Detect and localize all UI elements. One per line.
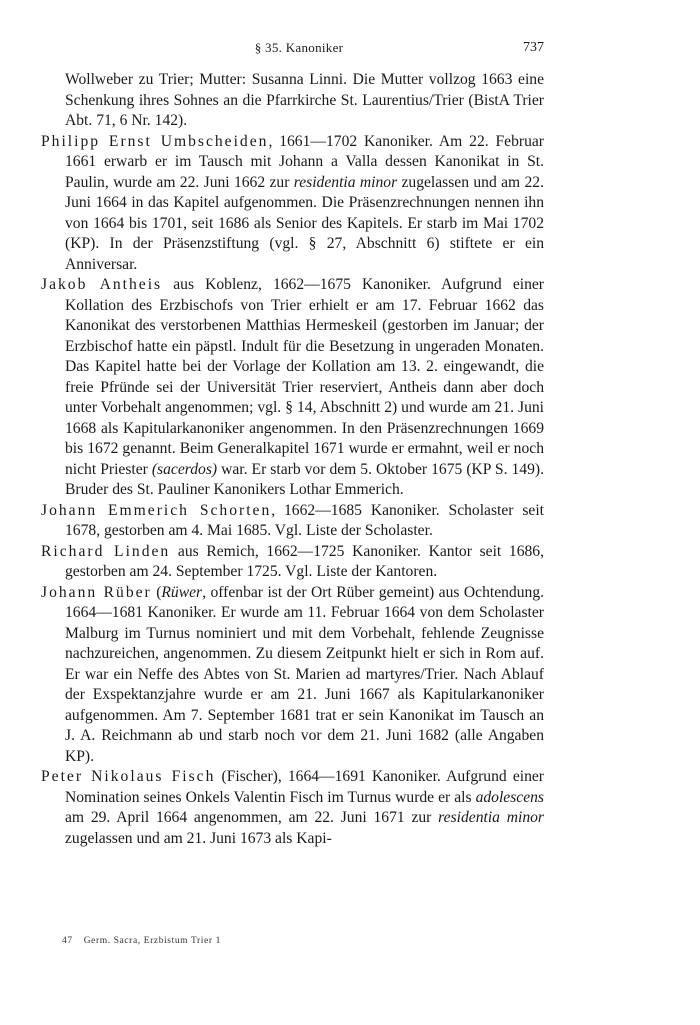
- text-body: [22, 70, 544, 849]
- entry-text: Wollweber zu Trier; Mutter: Susanna Linni. Die Mutter vollzog 1663 eine Schenkung ihres Sohnes an die Pfarrkirche St. Laurentius/Trier (BistA Trier Abt. 71, 6 Nr. 142).: [65, 71, 544, 129]
- entry-text: (Fischer), 1664—1691 Kanoniker. Aufgrund einer Nomination seines Onkels Valentin Fisch im Turnus wurde er als: [65, 768, 544, 806]
- entry-text: zugelassen und am 21. Juni 1673 als Kapi-: [65, 829, 332, 847]
- entry-rueber: [22, 583, 544, 768]
- entry-text: , 1661—1702 Kanoniker. Am 22. Februar 1661 erwarb er im Tausch mit Johann a Valla dessen Kanonikat in St. Paulin, wurde am 22. Juni 1662 zur: [65, 132, 544, 191]
- entry-name: Johann Rüber: [41, 583, 152, 601]
- entry-italic: (sacerdos): [151, 460, 218, 478]
- entry-linden: [22, 542, 544, 583]
- entry-name: Jakob Antheis: [41, 276, 163, 293]
- entry-name: Johann Emmerich Schorten: [41, 501, 272, 519]
- entry-text: am 29. April 1664 angenommen, am 22. Juni 1671 zur: [65, 809, 439, 826]
- entry-text: zugelassen und am 22. Juni 1664 in das Kapitel aufgenommen. Die Präsenzrechnungen nennen ihn von 1664 bis 1701, seit 1686 als Senior des Kapitels. Er starb im Mai 1702 (KP). In der Präsenzstiftung (vgl. § 27, Abschnitt 6) stiftete er ein Anniversar.: [65, 173, 544, 273]
- entry-continuation: [22, 70, 544, 132]
- entry-umbscheiden: [22, 132, 544, 276]
- page-number: 737: [523, 40, 544, 55]
- section-title: § 35. Kanoniker: [254, 40, 344, 55]
- entry-text: , 1662—1685 Kanoniker. Scholaster seit 1678, gestorben am 4. Mai 1685. Vgl. Liste der Scholaster.: [65, 501, 544, 539]
- entry-name: Richard Linden: [41, 542, 171, 560]
- entry-text: , offenbar ist der Ort Rüber gemeint) aus Ochtendung. 1664—1681 Kanoniker. Er wurde am 11. Februar 1664 von dem Scholaster Malburg im Turnus nominiert und mit dem Vorbehalt, fehlende Zeugnisse nachzureichen, angenommen. Zu diesem Zeitpunkt hielt er sich in Rom auf. Er war ein Neffe des Abtes von St. Marien ad martyres/Trier. Nach Ablauf der Exspektanzjahre wurde er am 21. Juni 1667 als Kapitularkanoniker aufgenommen. Am 7. September 1681 trat er sein Kanonikat im Tausch an J. A. Reichmann ab und starb noch vor dem 21. Juni 1682 (alle Angaben KP).: [65, 583, 545, 765]
- footer-signature-line: [62, 936, 221, 946]
- entry-italic: residentia minor: [293, 173, 398, 191]
- entry-text: war. Er starb vor dem 5. Oktober 1675 (KP S. 149). Bruder des St. Pauliner Kanonikers Lothar Emmerich.: [65, 460, 544, 498]
- entry-text: aus Remich, 1662—1725 Kanoniker. Kantor seit 1686, gestorben am 24. September 1725. Vgl. Liste der Kantoren.: [65, 542, 545, 580]
- entry-name: Philipp Ernst Umbscheiden: [41, 132, 269, 150]
- entry-text: (: [151, 583, 162, 601]
- signature-mark: 47: [62, 936, 73, 946]
- running-header: [54, 40, 544, 60]
- entry-antheis: [22, 275, 544, 501]
- entry-fisch: [22, 767, 544, 849]
- entry-italic: Rüwer: [161, 583, 203, 601]
- entry-name: Peter Nikolaus Fisch: [41, 768, 216, 785]
- entry-text: aus Koblenz, 1662—1675 Kanoniker. Aufgrund einer Kollation des Erzbischofs von Trier erhielt er am 17. Februar 1662 das Kanonikat des verstorbenen Matthias Hermeskeil (gestorben im Januar; der Erzbischof hatte ein päpstl. Indult für die Besetzung in ungeraden Monaten. Das Kapitel hatte bei der Vorlage der Kollation am 13. 2. eingewandt, die freie Pfründe sei der Universität Trier reserviert, Antheis dann aber doch unter Vorbehalt angenommen; vgl. § 14, Abschnitt 2) und wurde am 21. Juni 1668 als Kapitularkanoniker angenommen. In den Präsenzrechnungen 1669 bis 1672 genannt. Beim Generalkapitel 1671 wurde er ermahnt, weil er noch nicht Priester: [65, 276, 544, 478]
- entry-schorten: [22, 501, 544, 542]
- entry-italic: adolescens: [475, 788, 544, 806]
- entry-italic: residentia minor: [438, 809, 544, 826]
- series-title: Germ. Sacra, Erzbistum Trier 1: [83, 936, 221, 946]
